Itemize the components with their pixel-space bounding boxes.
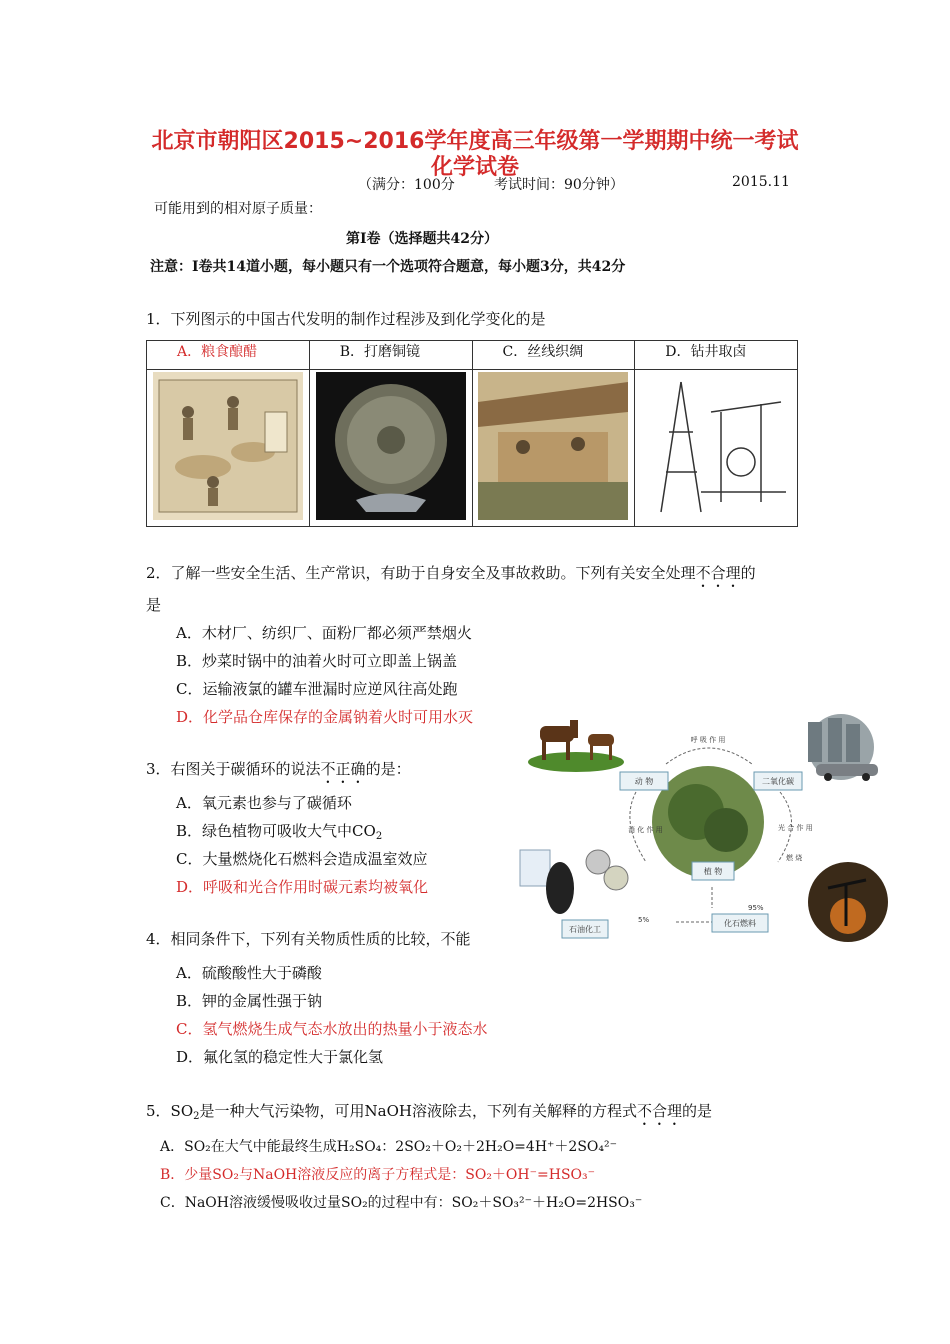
atomic-mass-label: 可能用到的相对原子质量： (154, 201, 322, 217)
q3-option-a: A．氧元素也参与了碳循环 (176, 794, 352, 812)
well-drilling-image (641, 372, 791, 520)
q4-option-c: C．氢气燃烧生成气态水放出的热量小于液态水 (176, 1020, 488, 1038)
exam-subtitle: 化学试卷 (430, 155, 519, 180)
carbon-cycle-diagram (516, 712, 890, 944)
q2-stem-text: 2．了解一些安全生活、生产常识，有助于自身安全及事故救助。下列有关安全处理 (146, 564, 696, 582)
petrochemical-products-icon (520, 850, 628, 914)
q1-options-table (146, 340, 798, 527)
q1-option-c: C．丝线织绸 (472, 341, 635, 370)
diagram-plant-label: 植 物 (703, 867, 723, 876)
q5-so2-subscript: 2 (193, 1111, 200, 1122)
q2-emphasis: 不合理 (695, 564, 741, 582)
bronze-mirror-image (316, 372, 466, 520)
q2-stem-end: 的 (740, 564, 756, 582)
section-title: 第Ⅰ卷（选择题共42分） (346, 231, 499, 247)
q4-option-a: A．硫酸酸性大于磷酸 (176, 964, 322, 982)
q5-stem-end: 的是 (681, 1102, 712, 1120)
full-score: （满分：100分 (358, 177, 455, 193)
diagram-animal-label: 动 物 (634, 777, 654, 786)
diagram-5pct-label: 5% (638, 916, 650, 924)
q1-option-d: D．钻井取卤 (635, 341, 798, 370)
q3-stem-end: 的是： (365, 760, 411, 778)
q5-emphasis: 不合理 (636, 1102, 682, 1120)
q1-image-c (472, 370, 635, 527)
diagram-petro-label: 石油化工 (569, 925, 601, 934)
q1-image-d (635, 370, 798, 527)
diagram-digest-label: 消 化 作 用 (628, 826, 663, 834)
section-notice: 注意：Ⅰ卷共14道小题，每小题只有一个选项符合题意，每小题3分，共42分 (150, 259, 626, 275)
q2-option-b: B．炒菜时锅中的油着火时可立即盖上锅盖 (176, 652, 458, 670)
silk-weaving-image (478, 372, 628, 520)
q1-image-a (147, 370, 310, 527)
exam-title: 北京市朝阳区2015~2016学年度高三年级第一学期期中统一考试 (151, 129, 799, 154)
q2-stem-cont: 是 (146, 596, 162, 614)
q1-option-b: B．打磨铜镜 (309, 341, 472, 370)
diagram-fossil-label: 化石燃料 (724, 919, 756, 928)
q5-option-b: B．少量SO₂与NaOH溶液反应的离子方程式是：SO₂＋OH⁻=HSO₃⁻ (160, 1167, 596, 1183)
q3-option-b (176, 820, 382, 842)
q3-stem (146, 758, 411, 787)
q3-co2-subscript: 2 (375, 831, 383, 842)
diagram-co2-label: 二氧化碳 (762, 777, 794, 786)
factory-car-icon (808, 714, 878, 781)
exam-time: 考试时间：90分钟） (494, 177, 624, 193)
diagram-burn-label: 燃 烧 (786, 854, 803, 862)
q4-option-b: B．钾的金属性强于钠 (176, 992, 323, 1010)
q3-option-b-text: B．绿色植物可吸收大气中CO (176, 822, 376, 840)
exam-date: 2015.11 (732, 174, 790, 190)
oil-pump-icon (808, 862, 888, 942)
q2-stem (146, 562, 756, 591)
q3-option-d: D．呼吸和光合作用时碳元素均被氧化 (176, 878, 429, 896)
diagram-respire-label: 呼 吸 作 用 (690, 736, 726, 744)
vinegar-brewing-image (153, 372, 303, 520)
q5-option-a: A．SO₂在大气中能最终生成H₂SO₄：2SO₂＋O₂＋2H₂O=4H⁺＋2SO₄²⁻ (160, 1139, 618, 1155)
q5-option-c: C．NaOH溶液缓慢吸收过量SO₂的过程中有：SO₂＋SO₃²⁻＋H₂O=2HSO₃⁻ (160, 1195, 643, 1211)
q1-stem: 1．下列图示的中国古代发明的制作过程涉及到化学变化的是 (146, 310, 546, 328)
q1-image-b (309, 370, 472, 527)
q3-option-c: C．大量燃烧化石燃料会造成温室效应 (176, 850, 428, 868)
q5-stem-text: 5．SO (146, 1102, 194, 1120)
q5-stem (146, 1100, 712, 1129)
q3-stem-text: 3．右图关于碳循环的说法 (146, 760, 321, 778)
q3-emphasis: 不正确 (320, 760, 366, 778)
q4-stem: 4．相同条件下，下列有关物质性质的比较，不能 (146, 930, 471, 948)
q4-option-d: D．氟化氢的稳定性大于氯化氢 (176, 1048, 384, 1066)
q1-option-a: A．粮食酿醋 (147, 341, 310, 370)
q2-option-c: C．运输液氯的罐车泄漏时应逆风往高处跑 (176, 680, 458, 698)
diagram-95pct-label: 95% (748, 904, 764, 912)
q5-stem-mid: 是一种大气污染物，可用NaOH溶液除去，下列有关解释的方程式 (199, 1102, 637, 1120)
q2-option-d: D．化学品仓库保存的金属钠着火时可用水灭 (176, 708, 474, 726)
diagram-photo-label: 光 合 作 用 (778, 824, 813, 832)
horses-icon (528, 720, 624, 772)
q2-option-a: A．木材厂、纺织厂、面粉厂都必须严禁烟火 (176, 624, 472, 642)
